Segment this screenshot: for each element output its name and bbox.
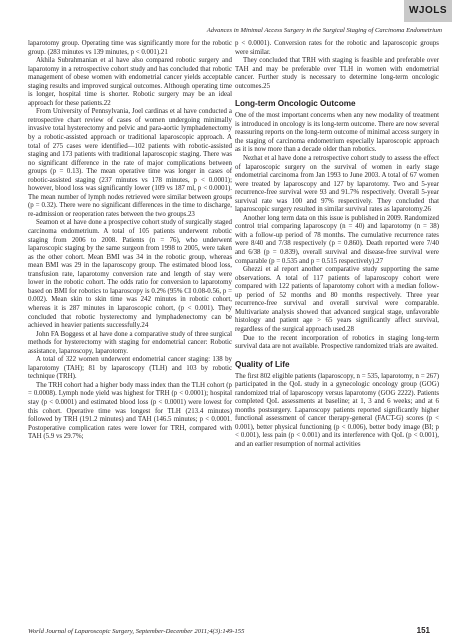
paragraph: Akhila Subrahmanian et al have also compared robotic surgery and laparotomy in a retrospective cohort study and has concluded that robotic management of obese women with endometrial cancer yields acceptable staging results and improved surgical outcomes. Although operating time is longer, hospital time is shorter. Robotic surgery may be an ideal approach for these patients.22 [28,57,232,107]
paragraph: One of the most important concerns when any new modality of treatment is introduced in oncology is its long-term outcome. There are now several reassuring reports on the long-term outcome of minimal access surgery in the staging of carcinoma endometrium especially laparoscopic approach as it is now more than a decade older than robotics. [235,112,439,154]
paragraph: Due to the recent incorporation of robotics in staging long-term survival data are not available. Prospective randomized trials are awaited. [235,334,439,351]
left-column [28,40,232,442]
paragraph: Ghezzi et al report another comparative study supporting the same observations. A total of 117 patients of laparoscopy cohort were compared with 122 patients of laparotomy cohort with a median follow-up period of 52 months and 80 months respectively. Three year recurrence-free survival and overall survival were comparable. Multivariate analysis showed that advanced surgical stage, unfavorable histology and patient age > 65 years significantly affect survival, regardless of the surgical approach used.28 [235,266,439,333]
paragraph: John FA Boggess et al have done a comparative study of three surgical methods for hysterectomy with staging for endometrial cancer: Robotic assistance, laparoscopy, laparotomy. [28,330,232,355]
footer-citation: World Journal of Laparoscopic Surgery, September-December 2011;4(3):149-155 [28,628,245,635]
paragraph: p < 0.0001). Conversion rates for the robotic and laparoscopic groups were similar. [235,40,439,56]
paragraph: Nezhat et al have done a retrospective cohort study to assess the effect of laparoscopic surgery on the survival of women in early stage endometrial carcinoma from Jan 1993 to June 2003. A total of 67 women were treated by laparoscopy and 127 by laparotomy. Two and 5-year recurrence-free survival were 93 and 91.7% respectively. Overall 5-year survival rate was 100 and 97% respectively. They concluded that laparoscopic surgery resulted in similar survival rates as laparotomy.26 [235,155,439,214]
journal-badge: WJOLS [404,0,452,22]
paragraph: They concluded that TRH with staging is feasible and preferable over TAH and may be preferable over TLH in women with endometrial cancer. Further study is necessary to determine long-term oncologic outcomes.25 [235,57,439,90]
paragraph: The first 802 eligible patients (laparoscopy, n = 535, laparotomy, n = 267) participated in the QoL study in a gynecologic oncology group (GOG) randomized trial of laparoscopy versus laparotomy (GOG 2222). Patients completed QoL assessments at baseline; at 1, 3 and 6 weeks; and at 6 months postsurgery. Laparoscopy patients reported significantly higher functional assessment of cancer therapy-general (FACT-G) scores (p < 0.001), better physical functioning (p < 0.006), better body image (BI; p < 0.001), less pain (p < 0.001) and its interference with QoL (p < 0.001), and an earlier resumption of normal activities [235,372,439,448]
paragraph: laparotomy group. Operating time was significantly more for the robotic group. (283 minutes vs 139 minutes, p < 0.001).21 [28,40,232,56]
page-footer [28,626,430,635]
section-heading-quality-of-life: Quality of Life [235,359,290,369]
paragraph: A total of 322 women underwent endometrial cancer staging: 138 by laparotomy (TAH); 81 by laparoscopy (TLH) and 103 by robotic technique (TRH). [28,356,232,381]
right-column [235,40,439,450]
page-number: 151 [416,626,430,635]
paragraph: Seamon et al have done a prospective cohort study of surgically staged carcinoma endometrium. A total of 105 patients underwent robotic staging from 2006 to 2008. Patients (n = 76), who underwent laparoscopic staging by the same surgeon from 1998 to 2005, were taken as the other cohort. Mean BMI was 34 in the robotic group, whereas mean BMI was 29 in the laparoscopy group. The estimated blood loss, transfusion rate, laparotomy conversion rate and length of stay were lower in the robotic cohort. The odds ratio for conversion to laparotomy based on BMI for robotics to laparoscopy is 0.2% (95% CI 0.08-0.56, p = 0.002). Mean skin to skin time was 242 minutes in robotic cohort, whereas it is 287 minutes in laparoscopic cohort, (p < 0.001). They concluded that robotic hysterectomy and lymphadenectomy can be achieved in heavier patients successfully.24 [28,219,232,330]
paragraph: Another long term data on this issue is published in 2009. Randomized control trial comparing laparoscopy (n = 40) and laparotomy (n = 38) with a follow-up period of 78 months. The cumulative recurrence rates were 8/40 and 7/38 respectively (p = 0.860). Death reported were 7/40 and 6/38 (p = 0.839), overall survival and disease-free survival were comparable (p = 0.535 and p = 0.515 respectively).27 [235,214,439,265]
paragraph: The TRH cohort had a higher body mass index than the TLH cohort (p = 0.0008). Lymph node yield was highest for TRH (p < 0.0001); hospital stay (p < 0.0001) and estimated blood loss (p < 0.0001) were lowest for this cohort. Operative time was longest for TLH (213.4 minutes) followed by TRH (191.2 minutes) and TAH (146.5 minutes; p < 0.0001. Postoperative complication rates were lower for TRH, compared with TAH (5.9 vs 29.7%; [28,381,232,441]
paragraph: From University of Pennsylvania, Joel cardinas et al have conducted a retrospective chart review of cases of women undergoing minimally invasive total hysterectomy and pelvic and para-aortic lymphadenectomy by a robotic-assisted approach or traditional laparoscopic approach. A total of 275 cases were identified—102 patients with robotic-assisted staging and 173 patients with traditional laparoscopic staging. There was no significant difference in the rate of major complications between groups (p = 0.13). The mean operative time was longer in cases of robotic-assisted staging (237 minutes vs 178 minutes, p < 0.0001); however, blood loss was significantly lower (109 vs 187 ml, p < 0.0001). The mean number of lymph nodes retrieved were similar between groups (p = 0.32). There were no significant differences in the time to discharge, re-admission or reoperation rates between the two groups.23 [28,108,232,218]
section-heading-oncologic-outcome: Long-term Oncologic Outcome [235,99,356,109]
running-header: Advances in Minimal Access Surgery in the Surgical Staging of Carcinoma Endometrium [206,27,442,34]
